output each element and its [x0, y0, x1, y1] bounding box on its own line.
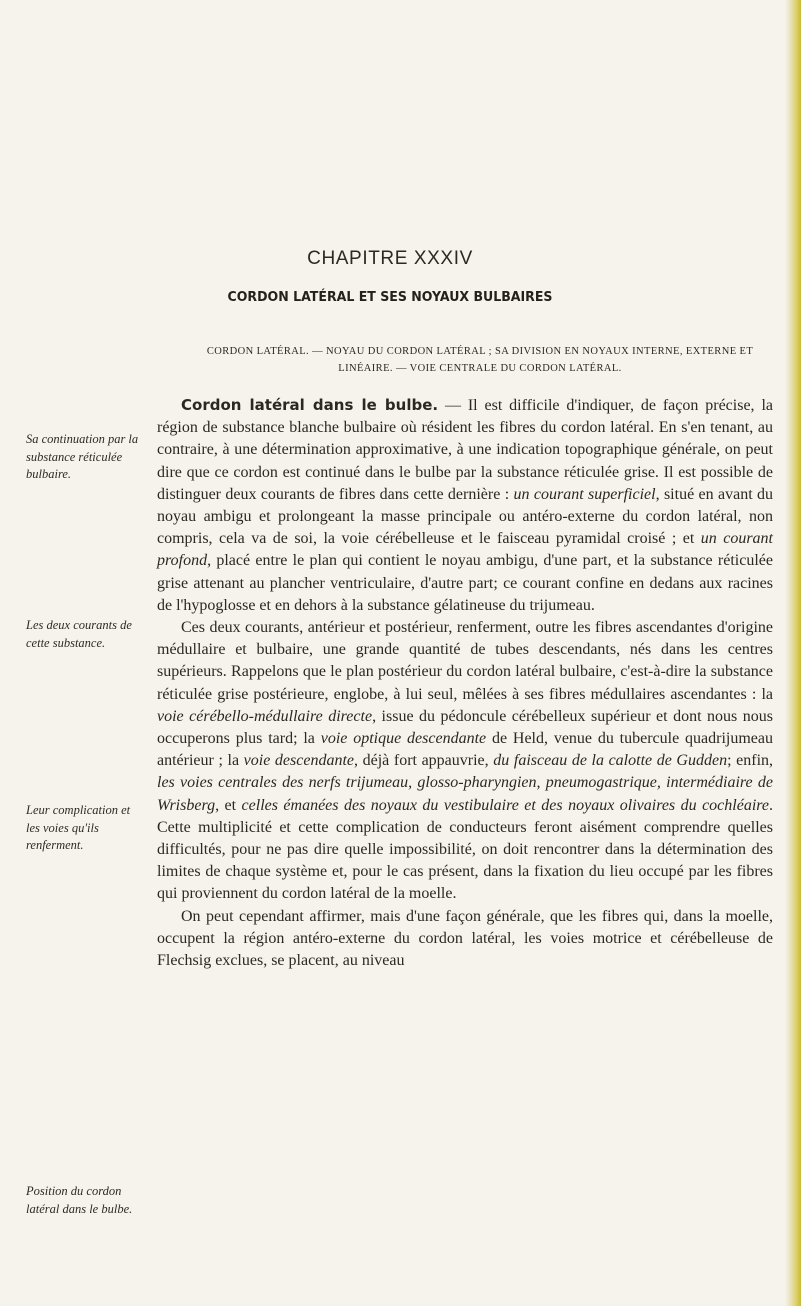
margin-note-continuation: Sa continuation par la substance réticulée bulbaire.: [26, 432, 139, 481]
text-run: Ces deux courants, antérieur et postérieur, renferment, outre les fibres ascendantes d'origine médullaire et bulbaire, une grande quantité de tubes descendants, nés dans les centres supérieurs. Rappelons que le plan postérieur du cordon latéral bulbaire, c'est-à-dire la substance réticulée grise postérieure, englobe, à lui seul, mêlées à ses fibres médullaires ascendantes : la: [157, 619, 773, 703]
text-run: ; enfin,: [727, 752, 774, 770]
text-run: . Cette multiplicité et cette complication de conducteurs feront aisément comprendre quelles difficultés, pour ne pas dire quelle impossibilité, on doit rencontrer dans la détermination des limites de chaque système et, pour le cas présent, dans la fixation du lieu occupé par les fibres qui proviennent du cordon latéral de la moelle.: [157, 796, 774, 903]
text-run: On peut cependant affirmer, mais d'une façon générale, que les fibres qui, dans la moelle, occupent la région antéro-externe du cordon latéral, les voies motrice et cérébelleuse de Flechsig exclues, se placent, au niveau: [157, 907, 773, 970]
paragraph: [157, 617, 773, 906]
italic-term: celles émanées des noyaux du vestibulaire et des noyaux olivaires du cochléaire: [241, 796, 770, 814]
text-run: , issue du pédoncule cérébelleux supérieur et dont nous nous occuperons plus tard; la: [157, 707, 774, 748]
italic-term: voie cérébello-médullaire directe: [157, 707, 373, 725]
text-run: , et: [215, 796, 242, 814]
margin-note-position: Position du cordon latéral dans le bulbe.: [26, 1184, 133, 1216]
italic-term: voie optique descendante: [320, 730, 487, 748]
paragraph-lead-heading: Cordon latéral dans le bulbe.: [181, 396, 439, 414]
paragraph: [157, 394, 773, 617]
text-run: , déjà fort appauvrie,: [354, 752, 494, 770]
page-edge: [785, 0, 801, 1306]
chapter-title: CHAPITRE XXXIV: [307, 248, 473, 269]
text-run: , placé entre le plan qui contient le noyau ambigu, d'une part, et la substance réticulée grise attenant au plancher ventriculaire, d'autre part; ce courant confine en dedans aux racines de l'hypoglosse et en dehors à la substance gélatineuse du trijumeau.: [157, 552, 773, 614]
body-text: [157, 394, 773, 972]
margin-note-two-currents: Les deux courants de cette substance.: [26, 618, 132, 650]
section-title: CORDON LATÉRAL ET SES NOYAUX BULBAIRES: [227, 289, 553, 305]
italic-term: un courant profond: [157, 530, 773, 570]
paragraph: [157, 906, 773, 973]
text-run: de Held, venue du tubercule quadrijumeau antérieur ; la: [157, 730, 774, 770]
margin-note-complication: Leur complication et les voies qu'ils renferment.: [26, 803, 131, 852]
italic-term: voie descendante: [243, 752, 355, 770]
italic-term: du faisceau de la calotte de Gudden: [493, 752, 728, 770]
text-run: — Il est difficile d'indiquer, de façon précise, la région de substance blanche bulbaire où résident les fibres du cordon latéral. En s'en tenant, au contraire, à une détermination approximative, à une indication topographique générale, on peut dire que ce cordon est continué dans le bulbe par la substance réticulée grise. Il est possible de distinguer deux courants de fibres dans cette dernière :: [157, 397, 773, 503]
italic-term: un courant superficiel: [513, 485, 656, 503]
italic-term: les voies centrales des nerfs trijumeau, glosso-pharyngien, pneumogastrique, intermédiaire de Wrisberg: [157, 774, 773, 814]
chapter-summary: CORDON LATÉRAL. — NOYAU DU CORDON LATÉRAL ; SA DIVISION EN NOYAUX INTERNE, EXTERNE ET LINÉAIRE. — VOIE CENTRALE DU CORDON LATÉRAL.: [206, 346, 754, 374]
text-run: , situé en avant du noyau ambigu et prolongeant la masse principale ou antéro-externe du cordon latéral, non compris, cela va de soi, la voie cérébelleuse et le faisceau pyramidal croisé ; et: [157, 485, 774, 548]
